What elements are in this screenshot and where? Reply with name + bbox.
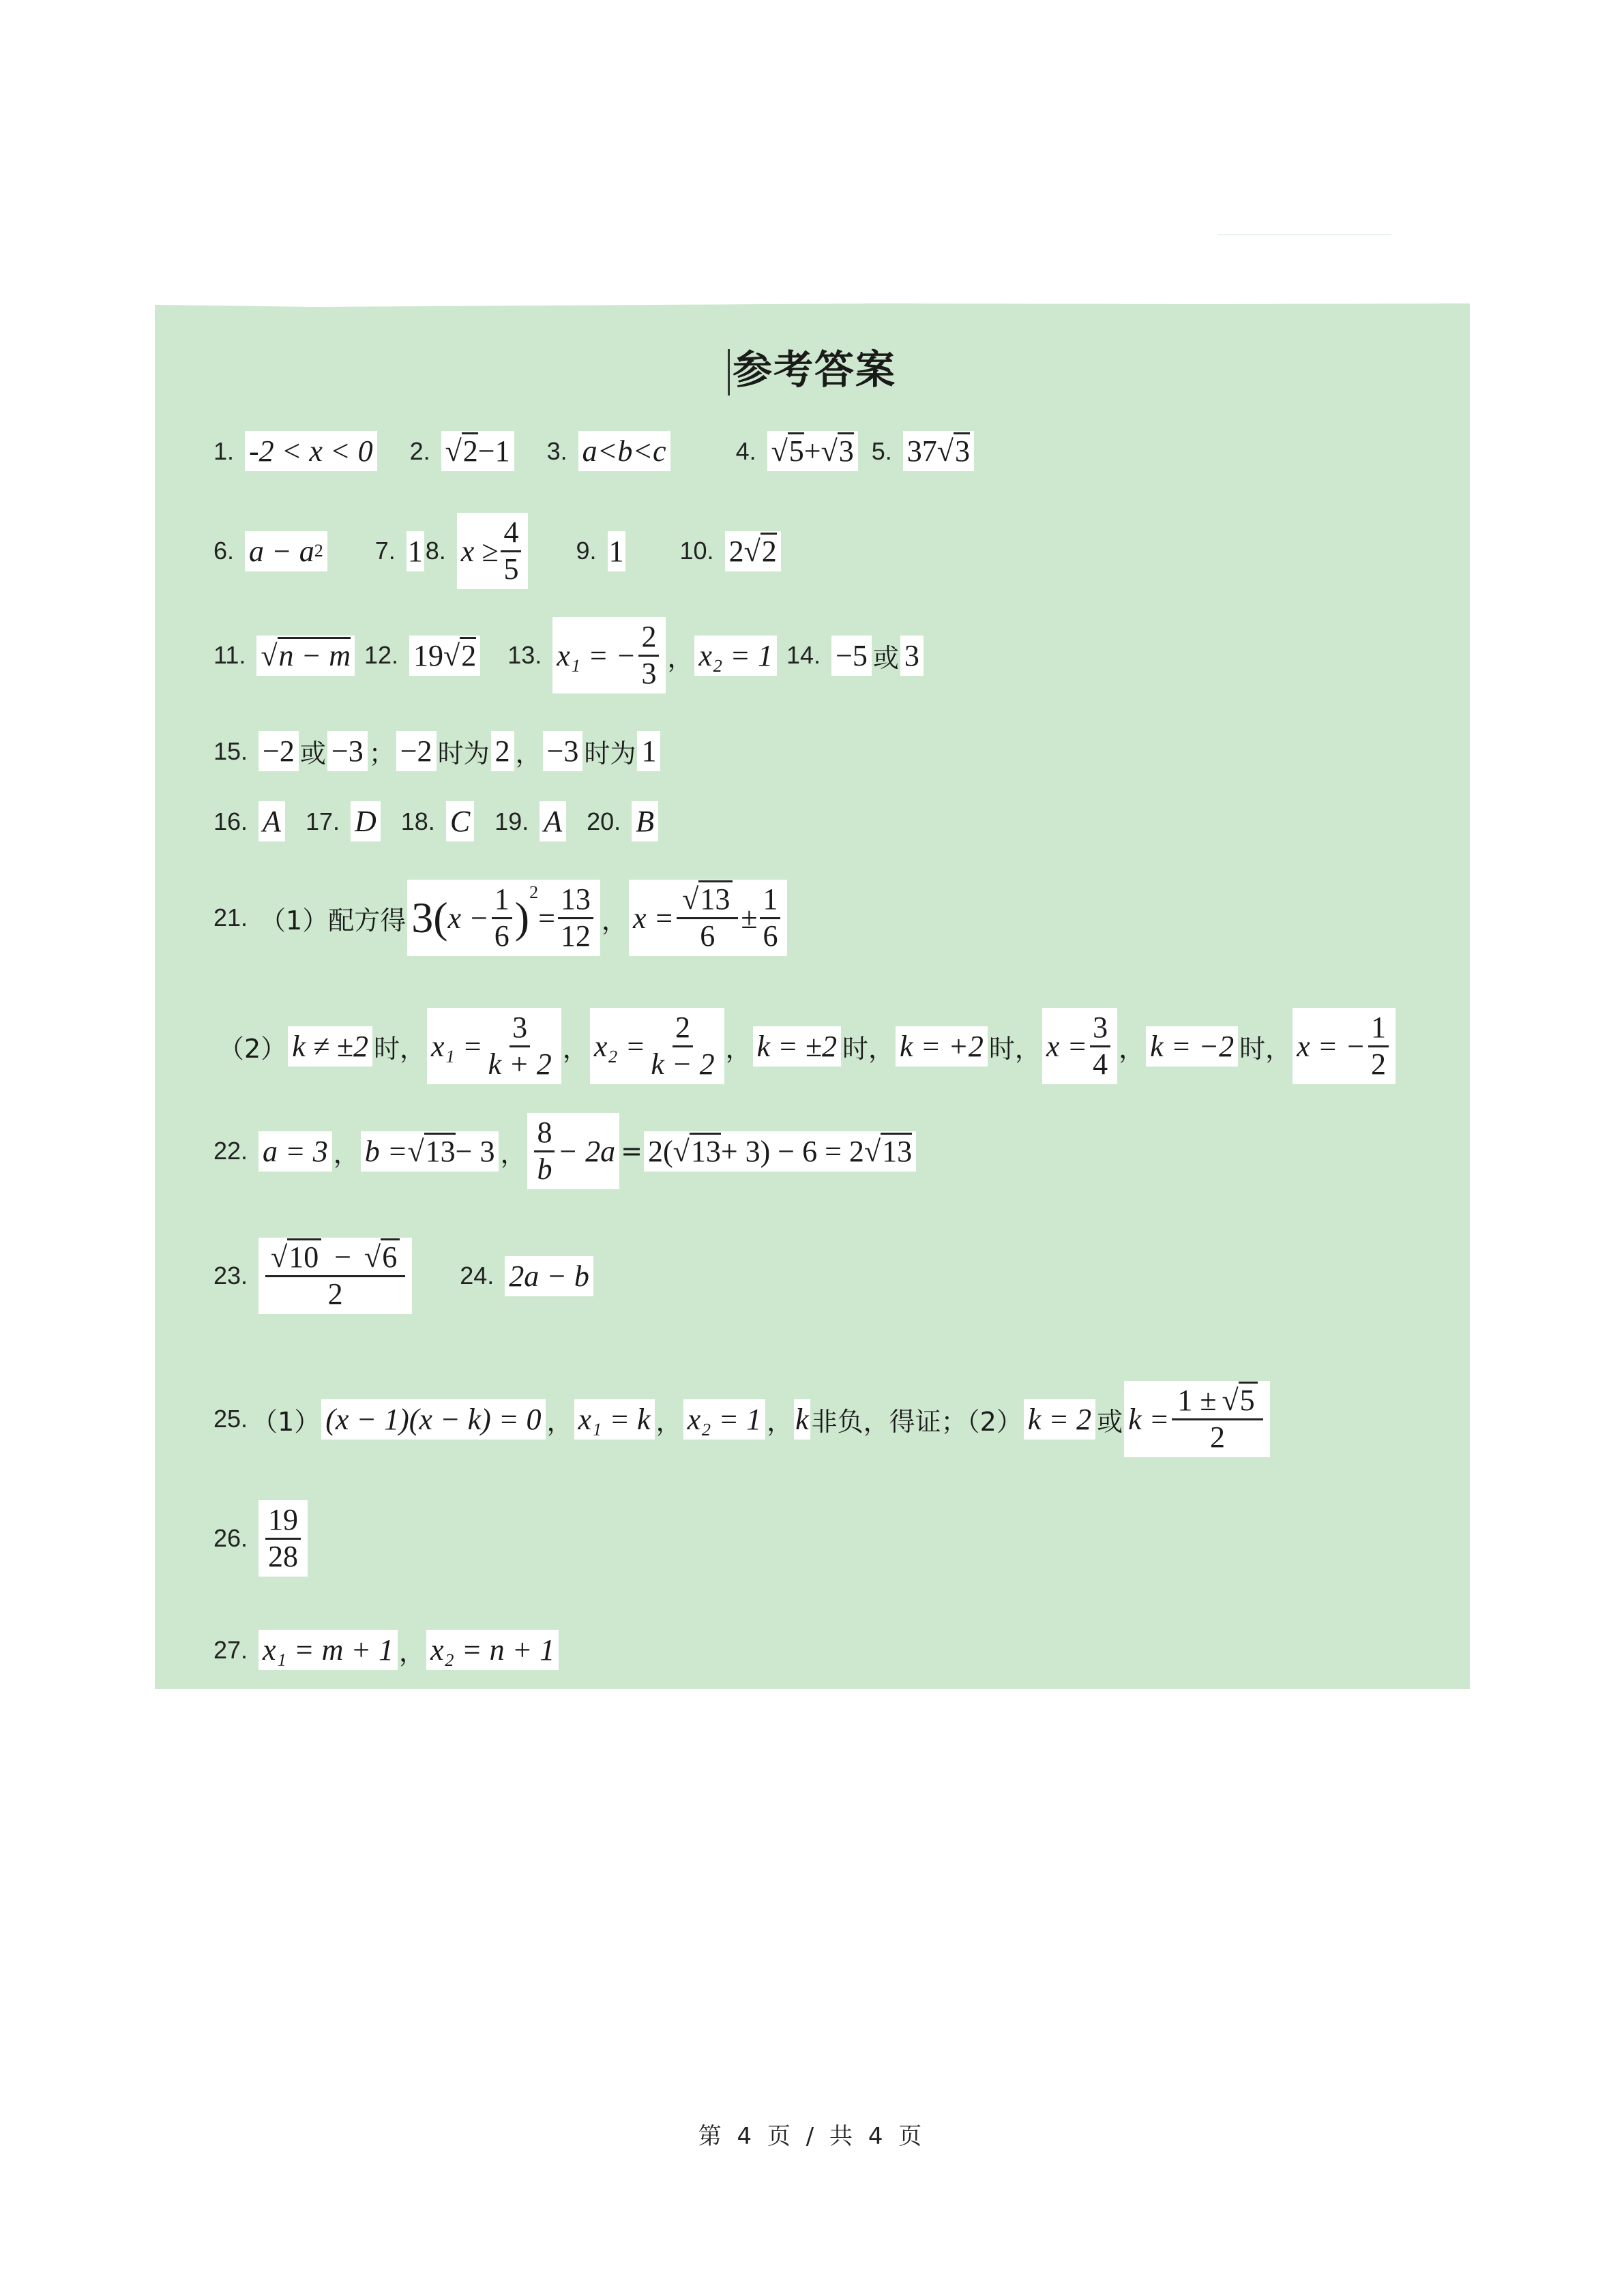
q2-answer: √2 −1	[441, 431, 514, 471]
answers-row-1	[213, 431, 974, 471]
q15-when1: 时为	[437, 739, 490, 769]
q24-number: 24.	[460, 1262, 494, 1290]
q14-or: 或	[872, 642, 899, 673]
q25-x2: x₂ = 1	[683, 1399, 766, 1440]
q25-text: 非负，得证；（2）	[811, 1406, 1022, 1437]
answers-row-5	[213, 801, 658, 841]
q3-number: 3.	[546, 436, 567, 465]
q21-cond4: k = −2	[1146, 1026, 1238, 1067]
answers-row-12: 27. x₁ = m + 1 ， x₂ = n + 1	[213, 1630, 559, 1670]
answers-row-9	[213, 1238, 593, 1314]
q25-number: 25.	[213, 1405, 248, 1433]
answer-panel	[155, 303, 1470, 1689]
faint-divider	[1217, 234, 1391, 235]
q15-f: 1	[637, 731, 660, 771]
q13-answer-x2: x₂ = 1	[694, 636, 777, 676]
q21-comma: ，	[601, 905, 628, 936]
q7-answer: 1	[407, 531, 424, 571]
q3-answer: a<b<c	[578, 431, 670, 471]
q25-x1: x₁ = k	[574, 1399, 655, 1440]
q4-answer: √5 + √3	[767, 431, 858, 471]
q10-answer: 2 √2	[725, 531, 781, 571]
q8-number: 8.	[425, 537, 446, 565]
q25-k2: k = 2	[1024, 1399, 1095, 1440]
q5-answer: 37 √3	[903, 431, 974, 471]
q14-number: 14.	[786, 641, 821, 670]
q15-number: 15.	[213, 736, 248, 765]
q21-equation: 3( x − $\frac{1}{6}$ ) $^2$ = $\frac{13}{12}$	[407, 880, 600, 956]
q15-when2: 时为	[584, 739, 636, 769]
q15-semicolon: ；	[368, 739, 395, 769]
answers-row-10: 25. （1） (x − 1)(x − k) = 0 ， x₁ = k ， x₂ = 1 ， k 非负，得证；（2） k = 2 或 k = $\frac{1 \pm √5}{2}$	[213, 1381, 1270, 1457]
q27-number: 27.	[213, 1635, 248, 1664]
q1-number: 1.	[213, 436, 235, 465]
q7-number: 7.	[374, 537, 396, 565]
q10-number: 10.	[679, 537, 714, 565]
q21-part2-label: （2）	[218, 1033, 287, 1064]
q21-x2: x₂ = $\frac{2}{k - 2}$	[590, 1008, 724, 1084]
q22-equals: =	[621, 1136, 643, 1167]
q27-x1: x₁ = m + 1	[259, 1630, 398, 1670]
answers-row-3	[213, 617, 924, 694]
q9-number: 9.	[576, 537, 597, 565]
q8-answer: x ≥ $\frac{4}{5}$	[457, 513, 529, 589]
q21-cond4-when: 时，	[1239, 1033, 1292, 1064]
q21-x4: x = − $\frac{1}{2}$	[1293, 1008, 1396, 1084]
answers-row-4	[213, 731, 660, 771]
q18-answer: C	[446, 801, 474, 841]
answers-row-8: 22. a = 3 ， b = √13 − 3 ， $\frac{8}{b}$ − 2a = 2( √13 + 3) − 6 = 2 √13	[213, 1113, 916, 1189]
q16-answer: A	[259, 801, 285, 841]
q23-number: 23.	[213, 1262, 248, 1290]
q22-expr: $\frac{8}{b}$ − 2a	[527, 1113, 619, 1189]
q15-e: −3	[543, 731, 583, 771]
q21-cond3-when: 时，	[988, 1033, 1041, 1064]
q25-factor: (x − 1)(x − k) = 0	[321, 1399, 545, 1440]
q5-number: 5.	[871, 436, 892, 465]
q26-number: 26.	[213, 1524, 248, 1553]
q15-comma: ，	[515, 739, 542, 769]
q22-b: b = √13 − 3	[361, 1131, 499, 1172]
q25-k3: k = $\frac{1 \pm √5}{2}$	[1124, 1381, 1270, 1457]
q15-a: −2	[259, 731, 299, 771]
q17-answer: D	[351, 801, 381, 841]
q21-cond1-when: 时，	[374, 1033, 426, 1064]
q12-answer: 19 √2	[409, 636, 480, 676]
q24-answer: 2a − b	[505, 1256, 593, 1296]
q22-result: 2( √13 + 3) − 6 = 2 √13	[644, 1131, 916, 1172]
q15-c: −2	[396, 731, 437, 771]
q17-number: 17.	[305, 807, 340, 835]
q22-number: 22.	[213, 1137, 248, 1165]
q26-answer: $\frac{19}{28}$	[259, 1500, 308, 1577]
answers-row-2	[213, 513, 781, 589]
q13-answer-x1: x₁ = − $\frac{2}{3}$	[552, 617, 666, 694]
q20-number: 20.	[587, 807, 621, 835]
q15-or: 或	[299, 739, 326, 769]
q2-number: 2.	[409, 436, 430, 465]
q14-answer-b: 3	[900, 636, 924, 676]
q14-answer-a: −5	[831, 636, 872, 676]
q19-number: 19.	[494, 807, 529, 835]
text-cursor	[728, 349, 730, 396]
q4-number: 4.	[735, 436, 756, 465]
q9-answer: 1	[608, 531, 625, 571]
q11-answer: √n − m	[256, 636, 355, 676]
q13-separator: ，	[667, 642, 694, 673]
q21-cond3: k = +2	[896, 1026, 988, 1067]
page-footer: 第 4 页 / 共 4 页	[698, 2123, 926, 2150]
q21-solution: x = $\frac{√13}{6}$ ± $\frac{1}{6}$	[629, 880, 788, 956]
q1-answer: -2 < x < 0	[245, 431, 377, 471]
q12-number: 12.	[364, 641, 399, 670]
q21-cond1: k ≠ ±2	[288, 1026, 372, 1067]
answers-row-7: （2） k ≠ ±2 时， x₁ = $\frac{3}{k + 2}$ ， x₂ = $\frac{2}{k - 2}$ ， k = ±2 时， k = +2 时， x = $\frac{3}{4}$ ， k = −2 时， x = − $\frac{1}{2}$	[217, 1008, 1396, 1084]
q18-number: 18.	[400, 807, 435, 835]
q21-x3: x = $\frac{3}{4}$	[1042, 1008, 1117, 1084]
q21-x1: x₁ = $\frac{3}{k + 2}$	[427, 1008, 561, 1084]
q22-a: a = 3	[259, 1131, 332, 1172]
q21-number: 21.	[213, 904, 248, 932]
answers-row-6	[213, 880, 787, 956]
q25-k: k	[794, 1399, 810, 1440]
q13-number: 13.	[507, 641, 542, 670]
title-text: 参考答案	[732, 346, 896, 393]
q20-answer: B	[632, 801, 658, 841]
q27-x2: x₂ = n + 1	[426, 1630, 559, 1670]
q25-part1-label: （1）	[252, 1406, 321, 1437]
answers-row-11	[213, 1500, 308, 1577]
q6-number: 6.	[213, 537, 235, 565]
q15-d: 2	[491, 731, 514, 771]
q25-or: 或	[1097, 1406, 1123, 1437]
q15-b: −3	[327, 731, 368, 771]
q21-cond2-when: 时，	[842, 1033, 894, 1064]
q16-number: 16.	[213, 807, 248, 835]
q23-answer: $\frac{√10 - √6}{2}$	[259, 1238, 412, 1314]
q21-cond2: k = ±2	[753, 1026, 841, 1067]
q21-part1-label: （1）配方得	[260, 905, 407, 936]
q11-number: 11.	[213, 641, 246, 670]
page-title	[0, 338, 1624, 396]
q6-answer: a − a 2	[245, 531, 327, 571]
q19-answer: A	[540, 801, 566, 841]
